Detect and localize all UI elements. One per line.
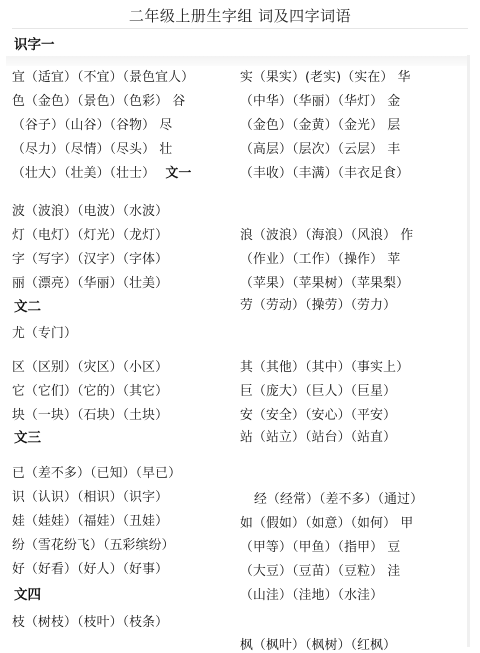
left-line-7: 灯（电灯）（灯光）（龙灯） [12, 228, 169, 243]
right-line-10: 其（其他）（其中）（事实上） [240, 360, 410, 375]
right-line-8: （苹果）（苹果树）（苹果梨） [240, 276, 410, 291]
left-line-19: 枝（树枝）（枝叶）（枝条） [12, 615, 169, 630]
right-line-3: （金色）（金黄）（金光） 层 [240, 118, 401, 133]
left-line-5 [12, 162, 191, 181]
left-line-13: 块（一块）（石块）（土块） [12, 408, 169, 423]
right-line-5: （丰收）（丰满）（丰衣足食） [240, 166, 410, 181]
left-line-16: 娃（娃娃）（福娃）（丑娃） [12, 514, 169, 529]
heading-wen-3: 文三 [14, 430, 41, 446]
title-divider [12, 28, 468, 29]
section-divider-band [6, 56, 470, 66]
left-line-12: 它（它们）（它的）（其它） [12, 384, 169, 399]
right-line-2: （中华）（华丽）（华灯） 金 [240, 94, 401, 109]
heading-wen-4: 文四 [14, 587, 41, 603]
left-line-5-text: （壮大）（壮美）（壮士） [12, 166, 156, 181]
left-line-4: （尽力）（尽情）（尽头） 壮 [12, 142, 173, 157]
left-line-10: 尤（专门） [12, 326, 77, 341]
page-title: 二年级上册生字组 词及四字词语 [128, 7, 352, 25]
right-line-16: （甲等）（甲鱼）（指甲） 豆 [240, 540, 401, 555]
left-line-3: （谷子）（山谷）（谷物） 尽 [12, 118, 173, 133]
heading-wen-1: 文一 [165, 166, 192, 181]
left-line-14: 已（差不多）（已知）（早已） [12, 466, 182, 481]
left-line-1: 宜（适宜）（不宜）（景色宜人） [12, 70, 195, 85]
right-line-6: 浪（波浪）（海浪）（风浪） 作 [240, 228, 414, 243]
right-line-11: 巨（庞大）（巨人）（巨星） [240, 384, 397, 399]
left-line-15: 识（认识）（相识）（识字） [12, 490, 169, 505]
right-line-18: （山洼）（洼地）（水洼） [240, 588, 384, 603]
left-line-2: 色（金色）（景色）（色彩） 谷 [12, 94, 186, 109]
right-line-13: 站（站立）（站台）（站直） [240, 430, 397, 445]
page-right-edge [467, 55, 470, 647]
left-line-17: 纷（雪花纷飞）（五彩缤纷） [12, 538, 175, 553]
right-line-14: 经（经常）（差不多）（通过） [254, 492, 424, 507]
right-line-12: 安（安全）（安心）（平安） [240, 408, 397, 423]
right-line-9: 劳（劳动）（操劳）（劳力） [240, 298, 397, 313]
right-line-17: （大豆）（豆苗）（豆粒） 洼 [240, 564, 401, 579]
heading-wen-2: 文二 [14, 299, 41, 315]
right-line-4: （高层）（层次）（云层） 丰 [240, 142, 401, 157]
right-line-15: 如（假如）（如意）（如何） 甲 [240, 516, 414, 531]
left-line-18: 好（好看）（好人）（好事） [12, 562, 169, 577]
right-line-1: 实（果实）(老实)（实在） 华 [240, 70, 411, 85]
left-line-11: 区（区别）（灾区）（小区） [12, 360, 169, 375]
left-line-6: 波（波浪）（电波）（水波） [12, 204, 169, 219]
right-line-19: 枫（枫叶）（枫树）（红枫） [240, 638, 397, 653]
right-line-7: （作业）（工作）（操作） 苹 [240, 252, 401, 267]
left-line-8: 字（写字）（汉字）（字体） [12, 252, 169, 267]
left-line-9: 丽（漂亮）（华丽）（壮美） [12, 276, 169, 291]
section-heading-shizi-1: 识字一 [14, 37, 55, 53]
